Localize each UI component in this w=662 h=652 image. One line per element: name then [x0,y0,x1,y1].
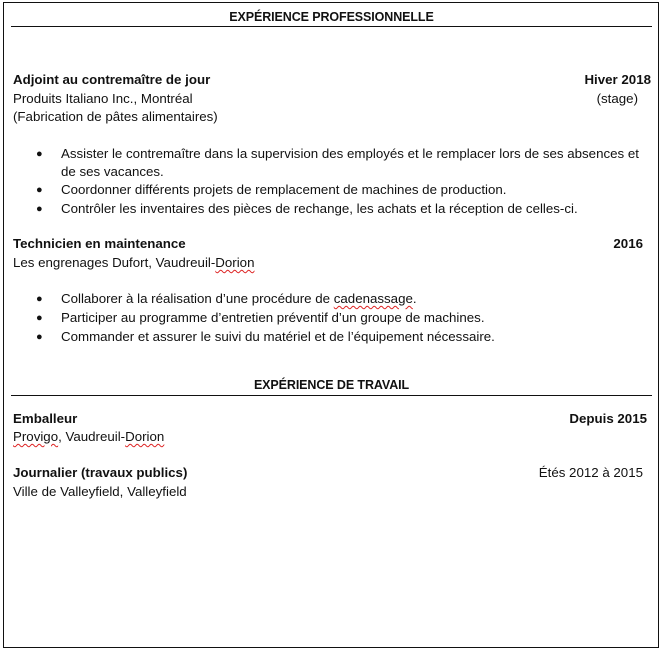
bullet-icon: ● [36,331,43,343]
bullet-text: Participer au programme d’entretien préventif d’un groupe de machines. [61,310,485,325]
section-heading-work: EXPÉRIENCE DE TRAVAIL [253,378,410,392]
job-date: Hiver 2018 [584,72,651,87]
job-date: Étés 2012 à 2015 [538,465,643,480]
employer-text: , Vaudreuil- [58,429,126,444]
bullet-text-part: . [412,291,417,306]
job-employer [13,429,164,444]
bullet-text-continued: de ses vacances. [61,164,164,179]
employer-text: Les engrenages Dufort, Vaudreuil- [13,255,216,270]
bullet-text: Commander et assurer le suivi du matériel et de l’équipement nécessaire. [61,329,495,344]
bullet-text [61,291,417,306]
job-employer [13,255,254,270]
bullet-text: Coordonner différents projets de remplacement de machines de production. [61,182,507,197]
bullet-text: Assister le contremaître dans la supervision des employés et le remplacer lors de ses absences et [61,146,639,161]
bullet-text-part: Collaborer à la réalisation d’une procédure de [61,291,334,306]
spellcheck-flagged-word: Dorion [125,429,165,444]
job-detail: (Fabrication de pâtes alimentaires) [13,109,218,124]
job-date: Depuis 2015 [569,411,647,426]
job-employer: Produits Italiano Inc., Montréal [13,91,193,106]
section-heading-professional: EXPÉRIENCE PROFESSIONNELLE [229,10,434,24]
bullet-icon: ● [36,312,43,324]
bullet-icon: ● [36,148,43,160]
job-employer: Ville de Valleyfield, Valleyfield [13,484,187,499]
bullet-text: Contrôler les inventaires des pièces de rechange, les achats et la réception de celles-ci. [61,201,578,216]
job-title: Technicien en maintenance [13,236,186,251]
section-rule [11,26,652,27]
bullet-icon: ● [36,203,43,215]
job-date: 2016 [613,236,643,251]
spellcheck-flagged-word: Dorion [215,255,255,270]
job-title: Emballeur [13,411,78,426]
job-title: Adjoint au contremaître de jour [13,72,211,87]
spellcheck-flagged-word: cadenassage [333,291,413,306]
job-note: (stage) [596,91,638,106]
bullet-icon: ● [36,184,43,196]
section-rule [11,395,652,396]
job-title: Journalier (travaux publics) [13,465,188,480]
bullet-icon: ● [36,293,43,305]
spellcheck-flagged-word: Provigo [13,429,59,444]
